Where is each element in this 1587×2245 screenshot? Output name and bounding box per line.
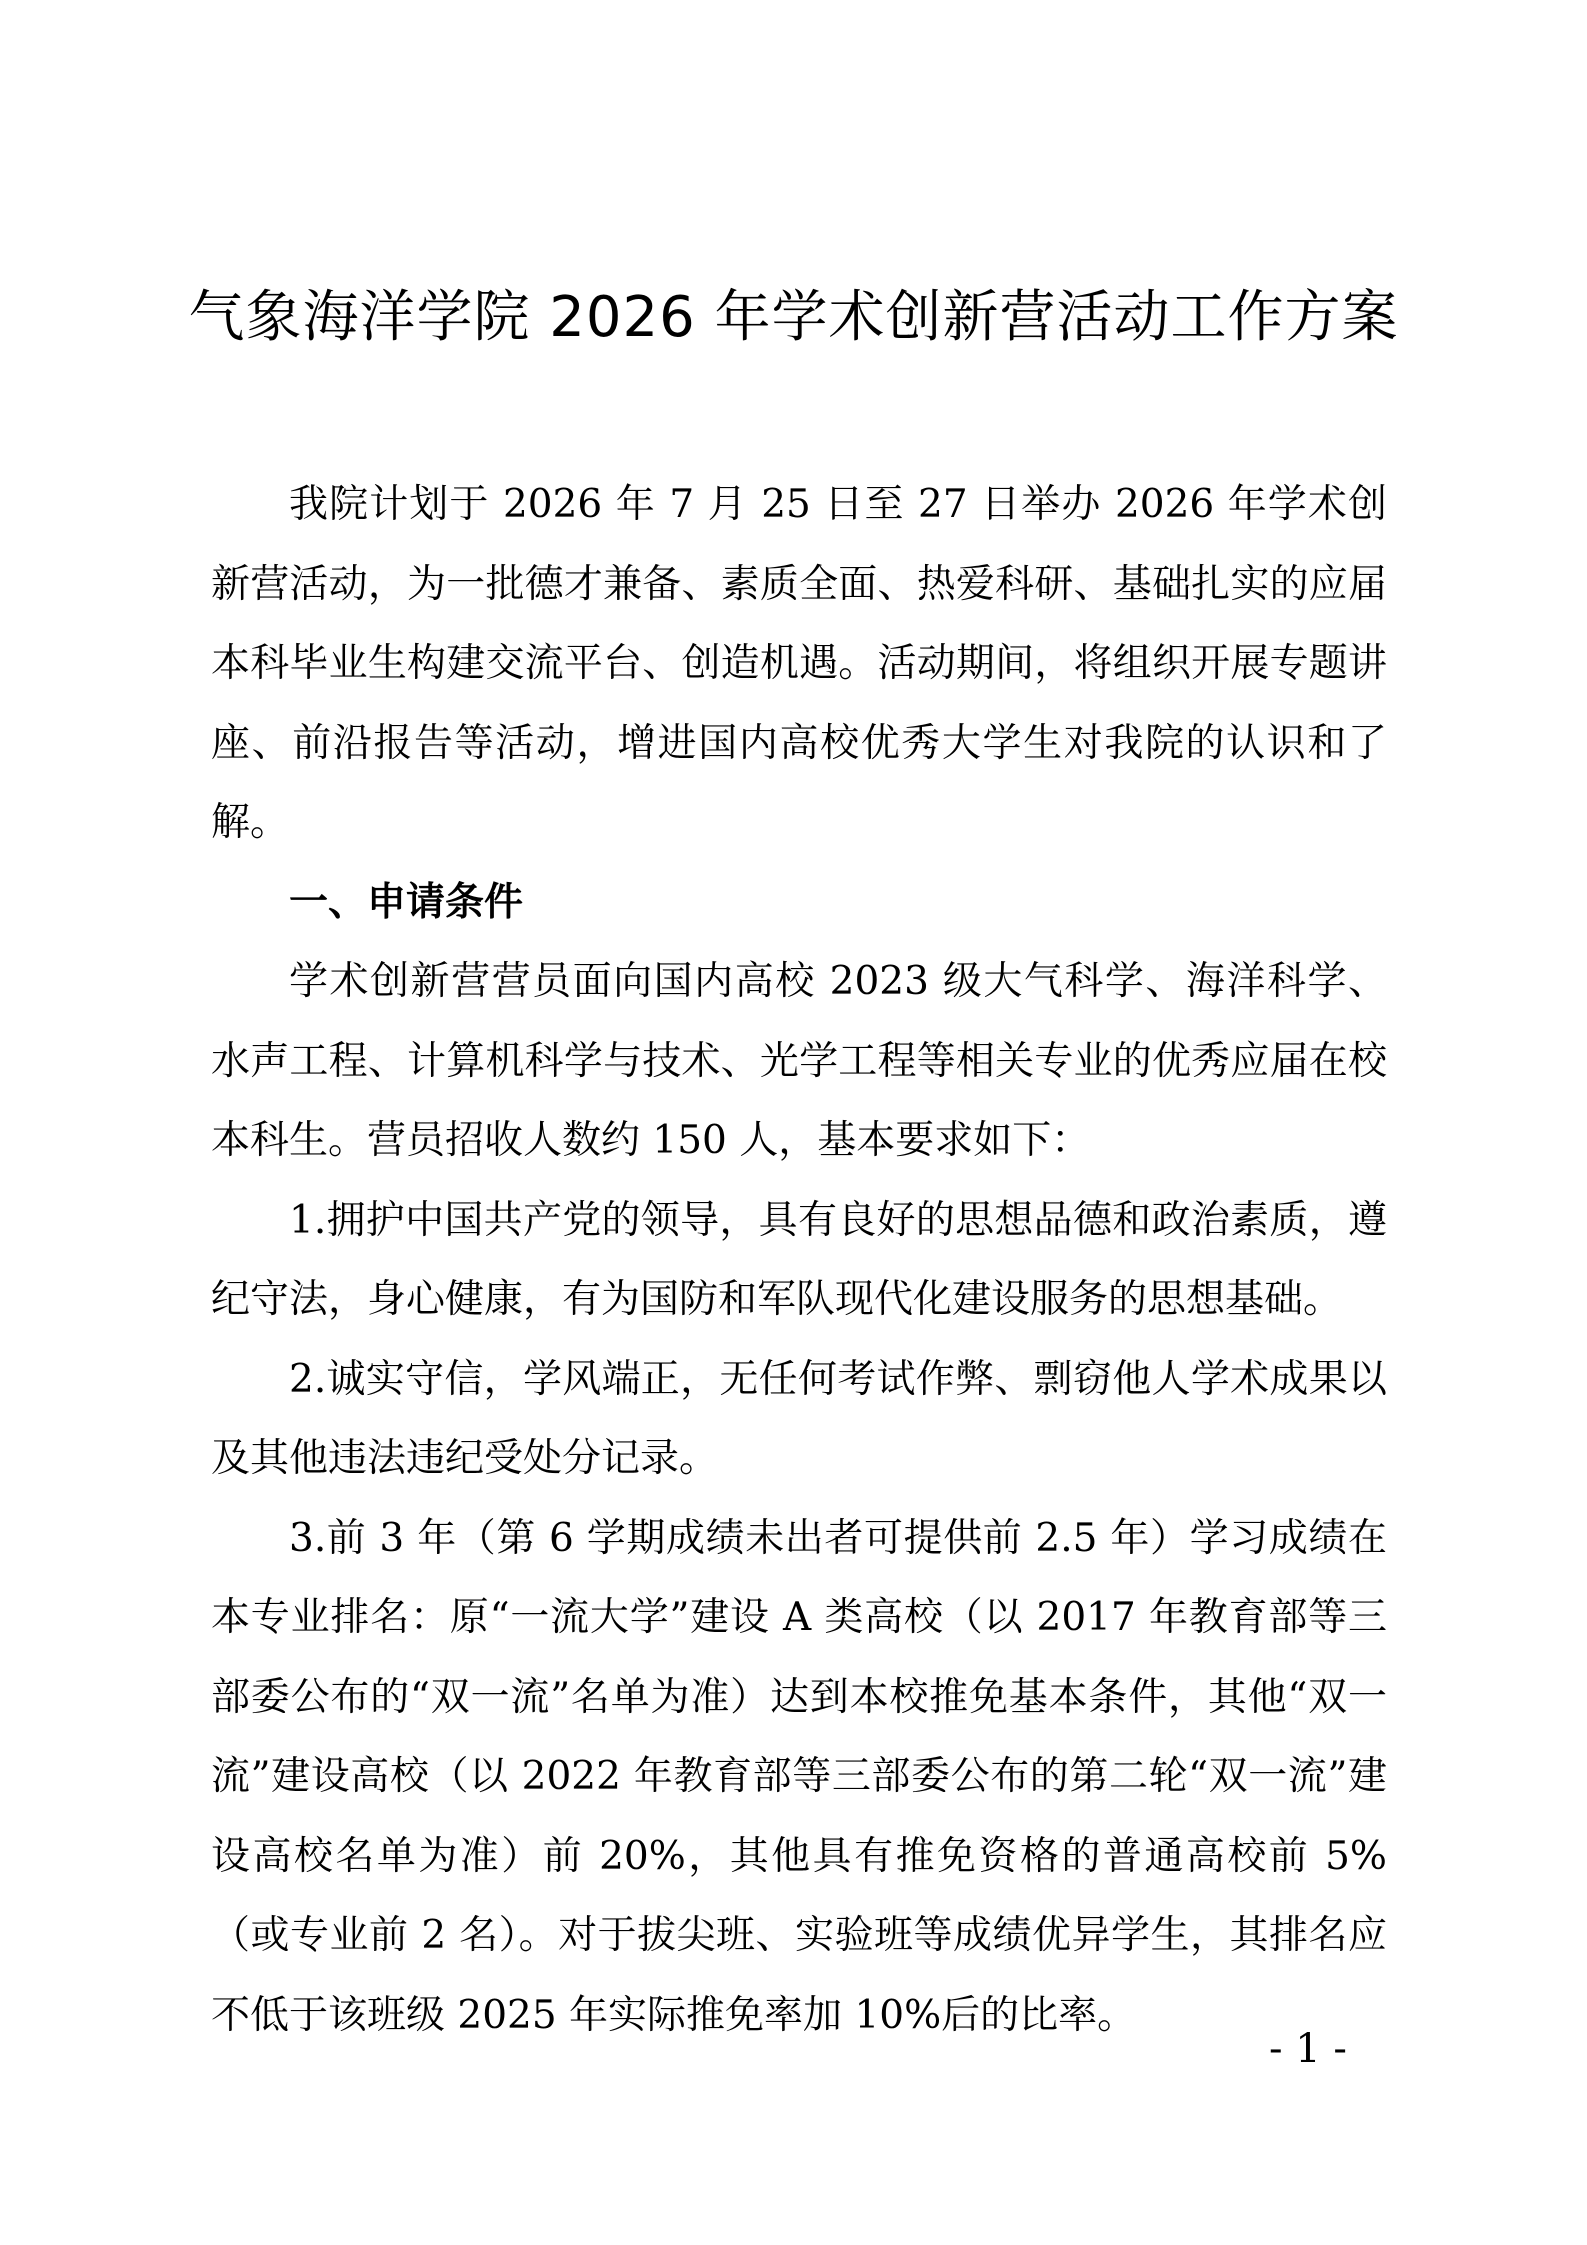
section-heading-application-conditions: 一、申请条件 xyxy=(289,879,524,925)
document-title: 气象海洋学院 2026 年学术创新营活动工作方案 xyxy=(188,285,1399,350)
requirement-item-3: 3.前 3 年（第 6 学期成绩未出者可提供前 2.5 年）学习成绩在本专业排名：原“一流大学”建设 A 类高校（以 2017 年教育部等三部委公布的“双一流”名单为准）达到本校推免基本条件，其他“双一流”建设高校（以 2022 年教育部等三部委公布的第二轮“双一流”建设高校名单为准）前 20%，其他具有推免资格的普通高校前 5%（或专业前 2 名）。对于拔尖班、实验班等成绩优异学生，其排名应不低于该班级 2025 年实际推免率加 10%后的比率。 xyxy=(211,1515,1387,2038)
requirement-item-2: 2.诚实守信，学风端正，无任何考试作弊、剽窃他人学术成果以及其他违法违纪受处分记录。 xyxy=(211,1356,1387,1481)
eligibility-paragraph: 学术创新营营员面向国内高校 2023 级大气科学、海洋科学、水声工程、计算机科学与技术、光学工程等相关专业的优秀应届在校本科生。营员招收人数约 150 人，基本要求如下： xyxy=(211,959,1387,1163)
requirement-item-1: 1.拥护中国共产党的领导，具有良好的思想品德和政治素质，遵纪守法，身心健康，有为国防和军队现代化建设服务的思想基础。 xyxy=(211,1197,1387,1322)
intro-paragraph: 我院计划于 2026 年 7 月 25 日至 27 日举办 2026 年学术创新营活动，为一批德才兼备、素质全面、热爱科研、基础扎实的应届本科毕业生构建交流平台、创造机遇。活动期间，将组织开展专题讲座、前沿报告等活动，增进国内高校优秀大学生对我院的认识和了解。 xyxy=(211,482,1387,845)
document-body xyxy=(211,465,1387,2055)
page-number: - 1 - xyxy=(1269,2026,1347,2072)
